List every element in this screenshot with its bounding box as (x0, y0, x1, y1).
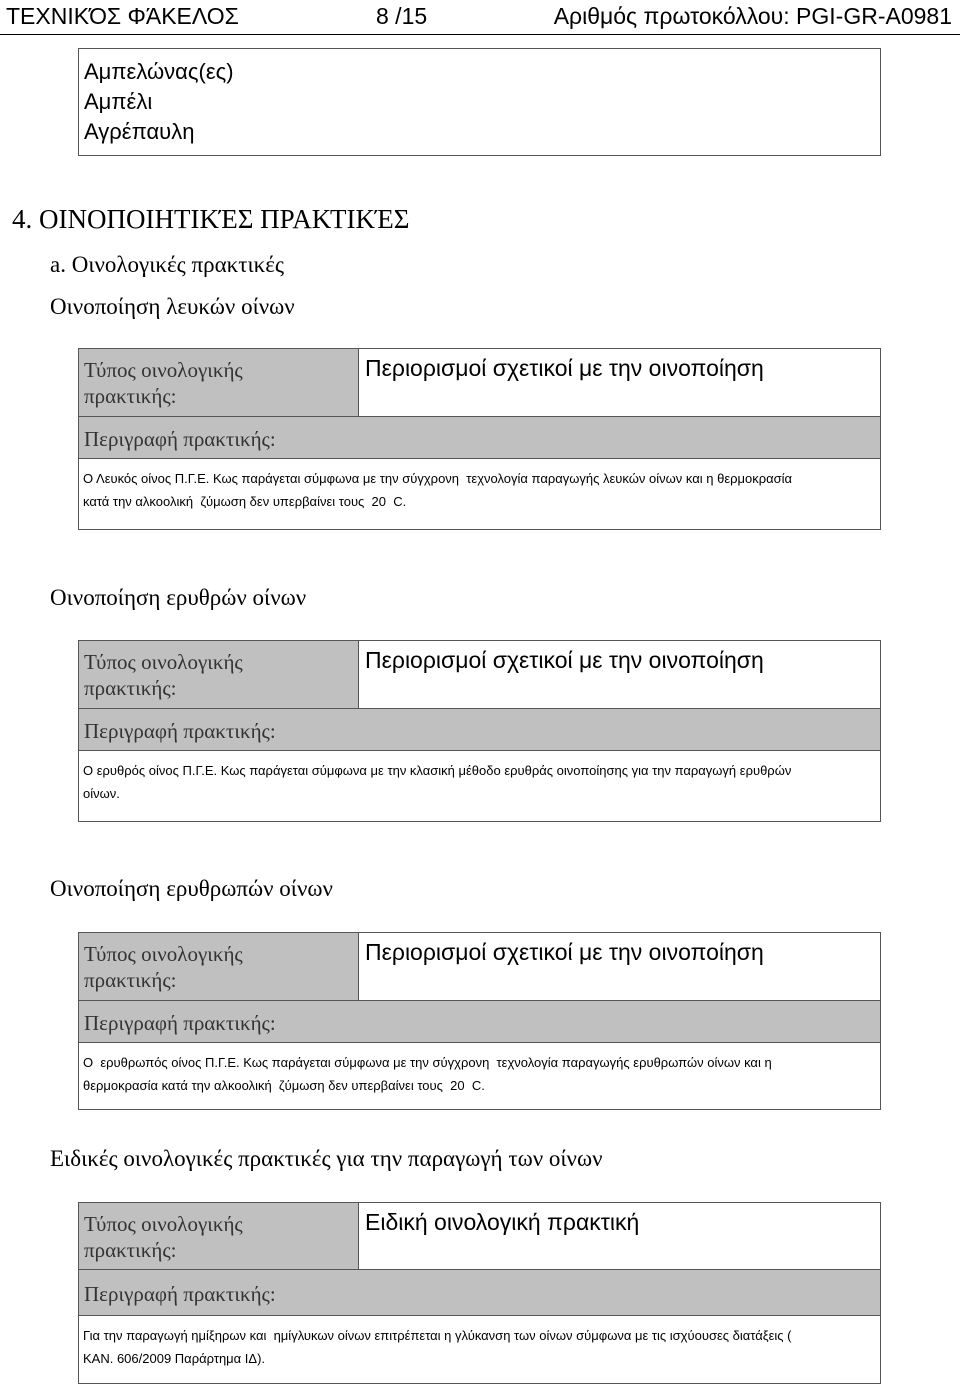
practice-description: Ο ερυθρός οίνος Π.Γ.Ε. Κως παράγεται σύμφωνα με την κλασική μέθοδο ερυθράς οινοποίησης για την παραγωγή ερυθρών οίνων. (83, 763, 792, 801)
practice-heading: Ειδικές οινολογικές πρακτικές για την παραγωγή των οίνων (50, 1146, 603, 1171)
section-title: 4. ΟΙΝΟΠΟΙΗΤΙΚΈΣ ΠΡΑΚΤΙΚΈΣ (12, 204, 410, 234)
practice-restriction: Ειδική οινολογική πρακτική (365, 1209, 640, 1235)
product-line: Αμπελώνας(ες) (84, 59, 234, 84)
practice-description-label: Περιγραφή πρακτικής: (79, 709, 880, 751)
page-number: 8 /15 (376, 3, 428, 29)
practice-description-label: Περιγραφή πρακτικής: (79, 1001, 880, 1043)
practice-type-label: Τύπος οινολογικής πρακτικής: (79, 933, 359, 1000)
practice-table (78, 640, 881, 822)
practice-type-label: Τύπος οινολογικής πρακτικής: (79, 1203, 359, 1269)
practice-restriction: Περιορισμοί σχετικοί με την οινοποίηση (365, 647, 764, 673)
practice-heading: Οινοποίηση ερυθρωπών οίνων (50, 876, 333, 901)
practice-table (78, 1202, 881, 1384)
practice-heading: Οινοποίηση ερυθρών οίνων (50, 585, 307, 610)
practice-type-row (79, 349, 880, 417)
practice-heading: Οινοποίηση λευκών οίνων (50, 294, 295, 319)
product-line: Αμπέλι (84, 89, 153, 114)
practice-description: Ο ερυθρωπός οίνος Π.Γ.Ε. Κως παράγεται σύμφωνα με την σύγχρονη τεχνολογία παραγωγής ερυθρωπών οίνων και η θερμοκρασία κατά την αλκοολική ζύμωση δεν υπερβαίνει τους 20 C. (83, 1055, 772, 1093)
document-title: ΤΕΧΝΙΚΌΣ ΦΆΚΕΛΟΣ (6, 3, 239, 29)
product-line: Αγρέπαυλη (84, 119, 195, 144)
practice-type-row (79, 1203, 880, 1270)
practice-description: Για την παραγωγή ημίξηρων και ημίγλυκων οίνων επιτρέπεται η γλύκανση των οίνων σύμφωνα με τις ισχύουσες διατάξεις ( ΚΑΝ. 606/2009 Παράρτημα ΙΔ). (83, 1328, 792, 1366)
practice-description-label: Περιγραφή πρακτικής: (79, 1270, 880, 1316)
practice-type-row (79, 933, 880, 1001)
practice-description-label: Περιγραφή πρακτικής: (79, 417, 880, 459)
practice-restriction: Περιορισμοί σχετικοί με την οινοποίηση (365, 355, 764, 381)
subsection-title: a. Οινολογικές πρακτικές (50, 252, 285, 277)
practice-table (78, 932, 881, 1110)
page-header (0, 0, 960, 35)
product-category-box (78, 48, 881, 156)
practice-type-label: Τύπος οινολογικής πρακτικής: (79, 349, 359, 416)
practice-type-label: Τύπος οινολογικής πρακτικής: (79, 641, 359, 708)
practice-description: Ο Λευκός οίνος Π.Γ.Ε. Κως παράγεται σύμφωνα με την σύγχρονη τεχνολογία παραγωγής λευκών οίνων και η θερμοκρασία κατά την αλκοολική ζύμωση δεν υπερβαίνει τους 20 C. (83, 471, 793, 509)
practice-restriction: Περιορισμοί σχετικοί με την οινοποίηση (365, 939, 764, 965)
protocol-number: Αριθμός πρωτοκόλλου: PGI-GR-A0981 (553, 3, 952, 29)
practice-type-row (79, 641, 880, 709)
practice-table (78, 348, 881, 530)
